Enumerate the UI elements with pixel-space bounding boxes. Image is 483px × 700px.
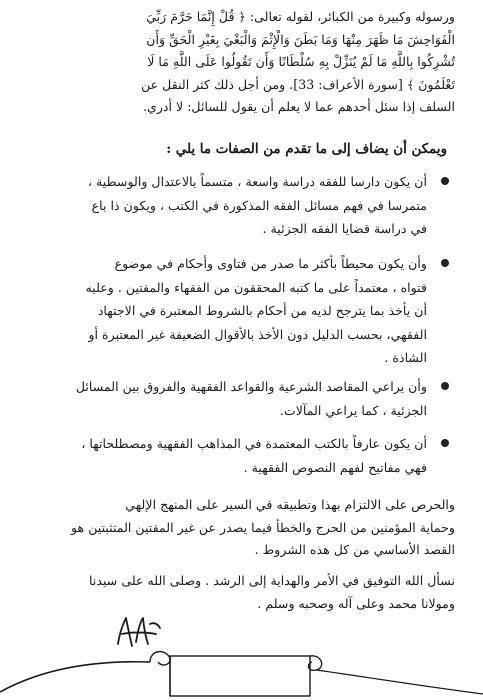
text-line: في دراسة قضايا الفقه الجزئية .: [262, 221, 427, 236]
list-item: [28, 432, 427, 479]
bullet-icon: [441, 439, 449, 447]
section-heading: ويمكن أن يضاف إلى ما تقدم من الصفات ما يلي :: [166, 141, 447, 157]
text-line: الفقهي، بحسب الدليل دون الأخذ بالأقوال الضعيفة غير المعتبرة أو: [88, 326, 427, 342]
text-line: فتواه ، معتمداً على ما كتبه المحققون من الفقهاء والمفتين . وعليه: [85, 279, 427, 295]
text-line: الْفَوَاحِشَ مَا ظَهَرَ مِنْهَا وَمَا بَطَنَ وَالْإِثْمَ وَالْبَغْيَ بِغَيْرِ الْحَقِّ وَأَن: [146, 31, 455, 47]
text-line: متمرسا في فهم مسائل الفقه المذكورة في الكتب ، ويكون ذا باع: [91, 197, 427, 213]
text-line: فهي مفاتيح لفهم النصوص الفقهية .: [243, 459, 427, 475]
text-line: القصد الأساسي من كل هذه الشروط .: [254, 542, 455, 557]
text-line: وحماية المؤمنين من الحرج والخطأ فيما يصدر عن غير المفتين المتثبتين هو: [71, 519, 455, 535]
bullet-icon: [441, 177, 449, 185]
text-line: تَعْلَمُونَ ﴾ [سورة الأعراف: 33]. ومن أجل ذلك كثر النقل عن: [141, 76, 455, 92]
bullet-icon: [441, 382, 449, 390]
text-line: ورسوله وكبيرة من الكبائر، لقوله تعالى: ﴿ قُلْ إِنَّمَا حَرَّمَ رَبِّيَ: [146, 9, 455, 24]
text-line: أن يكون دارسا للفقه دراسة واسعة ، متسماً بالاعتدال والوسطية ،: [87, 174, 427, 189]
bullet-icon: [441, 259, 449, 267]
text-line: أن يكون عارفاً بالكتب المعتمدة في المذاهب الفقهية ومصطلحاتها ،: [81, 436, 427, 451]
text-line: الجزئية ، كما يراعي المآلات.: [279, 402, 427, 418]
scroll-ornament-icon: [0, 630, 483, 700]
text-line: نسأل الله التوفيق في الأمر والهداية إلى الرشد . وصلى الله على سيدنا: [89, 573, 455, 588]
closing-paragraph: [28, 494, 455, 562]
prayer-paragraph: [28, 570, 455, 615]
text-line: والحرص على الالتزام بهذا وتطبيقه في السير على المنهج الإلهي: [125, 497, 455, 512]
text-line: وأن يكون محيطاً بأكثر ما صدر من فتاوى وأحكام في موضوع: [114, 256, 427, 271]
text-line: وأن يراعي المقاصد الشرعية والقواعد الفقهية والفروق بين المسائل: [75, 379, 427, 394]
text-line: أن يأخذ بما يترجح لديه من أحكام بالشروط المعتبرة في الاجتهاد: [97, 303, 427, 318]
text-line: الشاذة .: [384, 350, 427, 365]
text-line: تُشْرِكُوا بِاللَّهِ مَا لَمْ يُنَزِّلْ بِهِ سُلْطَانًا وَأَن تَقُولُوا عَلَى اللَّهِ مَا لَا: [147, 54, 455, 69]
text-line: السلف إذا سئل أحدهم عما لا يعلم أن يقول للسائل: لا أدري.: [142, 99, 455, 114]
list-item: [28, 375, 427, 422]
intro-paragraph: [28, 6, 455, 119]
list-item: [28, 170, 427, 241]
list-item: [28, 252, 427, 370]
text-line: ومولانا محمد وعلى آله وصحبه وسلم .: [257, 595, 455, 611]
